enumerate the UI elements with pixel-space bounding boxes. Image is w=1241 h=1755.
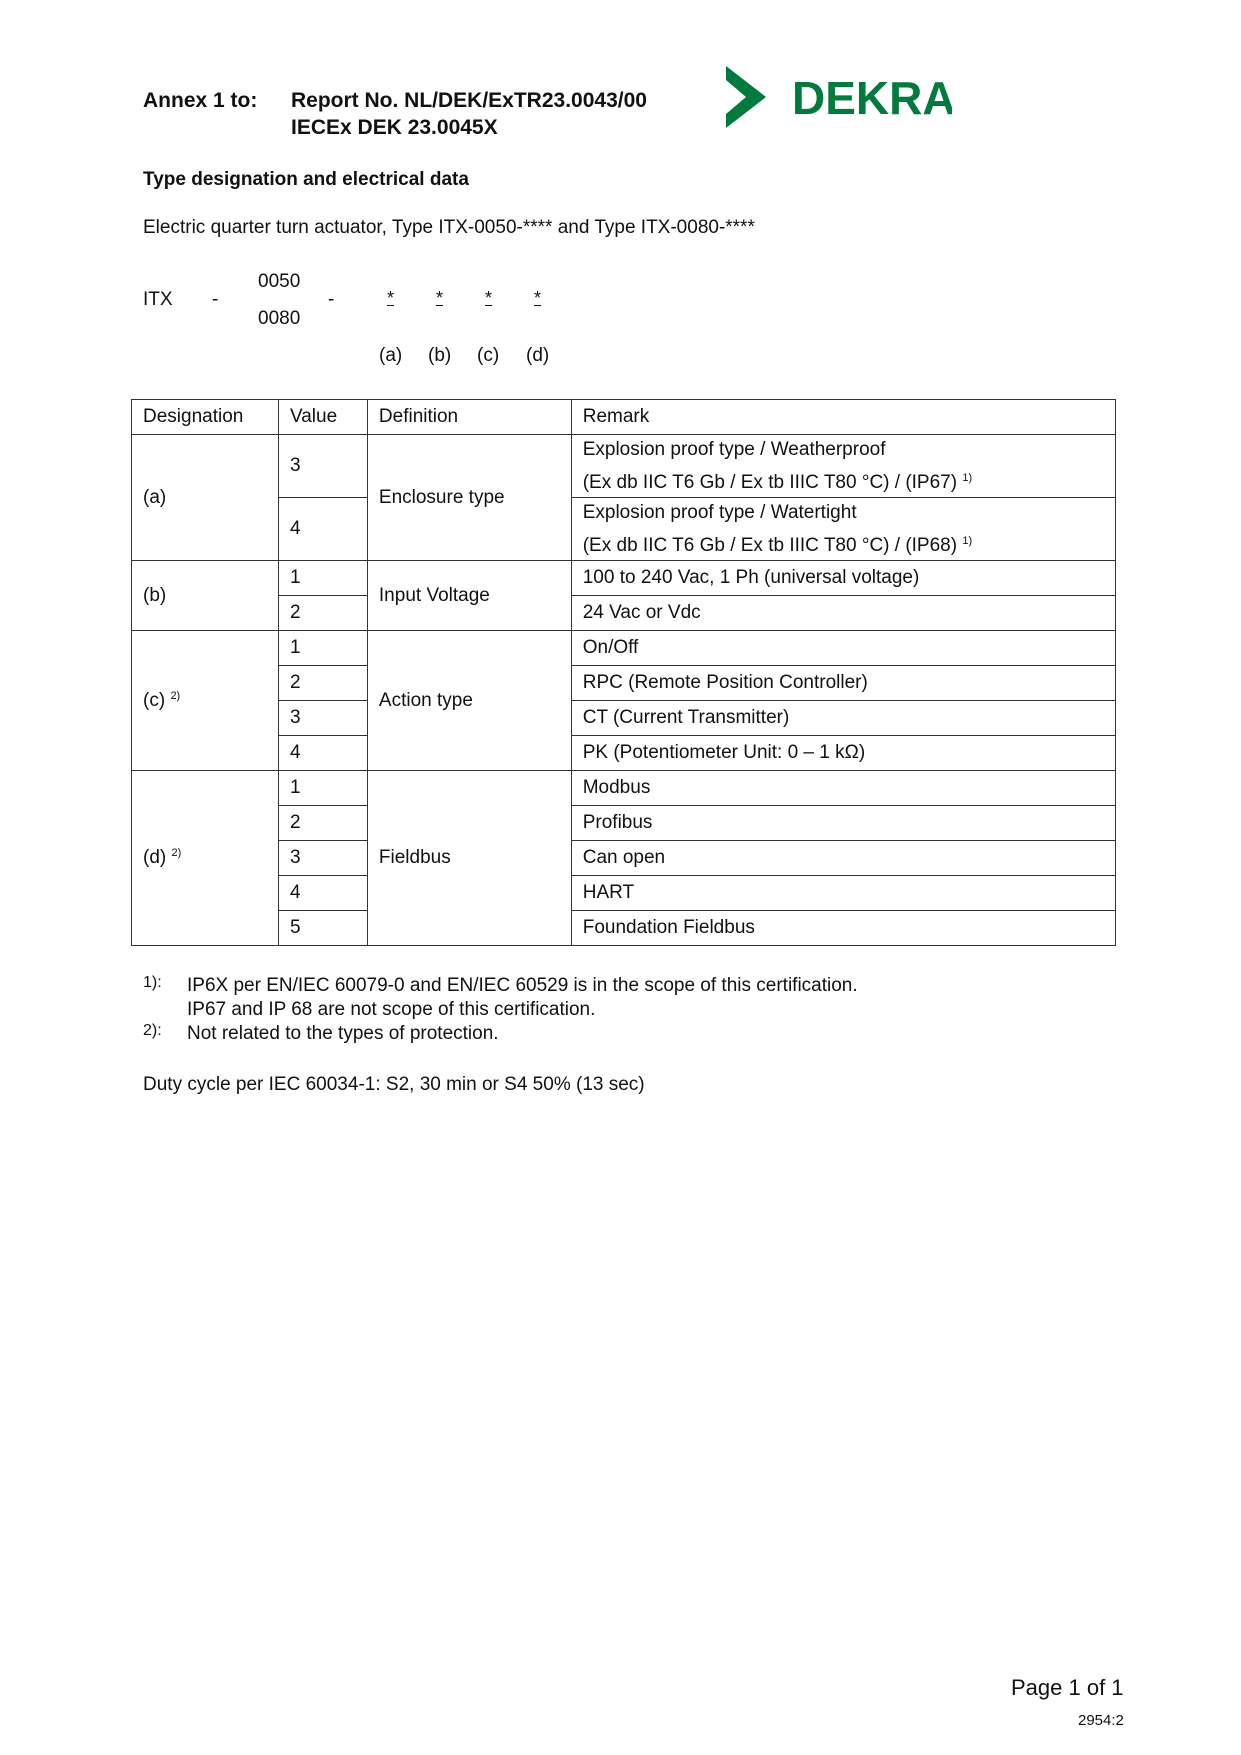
code-star-d: * (534, 288, 542, 308)
document-code: 2954:2 (1078, 1712, 1124, 1729)
code-position-d: (d) (526, 345, 550, 366)
remark-cell: RPC (Remote Position Controller) (571, 666, 1115, 701)
code-star-a: * (387, 288, 395, 308)
table-row (132, 596, 1116, 631)
duty-cycle: Duty cycle per IEC 60034-1: S2, 30 min or S4 50% (13 sec) (143, 1074, 645, 1095)
remark-cell: CT (Current Transmitter) (571, 701, 1115, 736)
designation-table (131, 399, 1116, 946)
code-size-0050: 0050 (258, 271, 301, 292)
header-designation: Designation (132, 400, 279, 435)
code-dash: - (212, 289, 219, 310)
table-row (132, 666, 1116, 701)
footnote-mark-1: 1): (143, 974, 162, 991)
remark-cell: Explosion proof type / Weatherproof (Ex db IIC T6 Gb / Ex tb IIIC T80 °C) / (IP67) $^{1)}$ (571, 435, 1115, 498)
code-position-a: (a) (379, 345, 403, 366)
definition-cell: Fieldbus (367, 771, 571, 946)
value-cell: 2 (278, 666, 367, 701)
table-row (132, 701, 1116, 736)
table-row (132, 435, 1116, 498)
table-row (132, 498, 1116, 561)
remark-cell: Foundation Fieldbus (571, 911, 1115, 946)
table-row (132, 561, 1116, 596)
remark-cell: Profibus (571, 806, 1115, 841)
footnote-2-line-1: Not related to the types of protection. (187, 1023, 499, 1044)
designation-cell: (d) $^{2)}$ (132, 771, 279, 946)
code-position-c: (c) (477, 345, 500, 366)
value-cell: 3 (278, 701, 367, 736)
designation-cell: (a) (132, 435, 279, 561)
remark-cell: Explosion proof type / Watertight (Ex db IIC T6 Gb / Ex tb IIIC T80 °C) / (IP68) $^{1)}$ (571, 498, 1115, 561)
header-remark: Remark (571, 400, 1115, 435)
section-title: Type designation and electrical data (143, 169, 469, 190)
code-dash: - (328, 289, 335, 310)
table-row (132, 911, 1116, 946)
code-size-0080: 0080 (258, 308, 301, 329)
iecex-number: IECEx DEK 23.0045X (291, 116, 498, 139)
remark-cell: Modbus (571, 771, 1115, 806)
code-star-c: * (485, 288, 493, 308)
table-row (132, 631, 1116, 666)
code-prefix: ITX (143, 289, 173, 310)
remark-cell: 24 Vac or Vdc (571, 596, 1115, 631)
remark-cell: PK (Potentiometer Unit: 0 – 1 kΩ) (571, 736, 1115, 771)
remark-cell: HART (571, 876, 1115, 911)
value-cell: 5 (278, 911, 367, 946)
value-cell: 1 (278, 631, 367, 666)
header-value: Value (278, 400, 367, 435)
footnote-1-line-2: IP67 and IP 68 are not scope of this certification. (187, 999, 596, 1020)
table-row (132, 841, 1116, 876)
code-position-b: (b) (428, 345, 452, 366)
value-cell: 4 (278, 876, 367, 911)
footnote-1-line-1: IP6X per EN/IEC 60079-0 and EN/IEC 60529 is in the scope of this certification. (187, 975, 858, 996)
definition-cell: Action type (367, 631, 571, 771)
value-cell: 3 (278, 435, 367, 498)
dekra-logo (722, 62, 952, 137)
footnote-mark-2: 2): (143, 1022, 162, 1039)
remark-cell: Can open (571, 841, 1115, 876)
page-number: Page 1 of 1 (1011, 1675, 1124, 1700)
table-row (132, 806, 1116, 841)
value-cell: 1 (278, 771, 367, 806)
value-cell: 4 (278, 498, 367, 561)
header-definition: Definition (367, 400, 571, 435)
code-star-b: * (436, 288, 444, 308)
value-cell: 2 (278, 806, 367, 841)
definition-cell: Input Voltage (367, 561, 571, 631)
remark-cell: On/Off (571, 631, 1115, 666)
table-row (132, 876, 1116, 911)
value-cell: 1 (278, 561, 367, 596)
table-row (132, 736, 1116, 771)
designation-cell: (b) (132, 561, 279, 631)
intro-text: Electric quarter turn actuator, Type ITX-0050-**** and Type ITX-0080-**** (143, 217, 755, 238)
table-row (132, 771, 1116, 806)
annex-label: Annex 1 to: (143, 89, 258, 112)
value-cell: 2 (278, 596, 367, 631)
definition-cell: Enclosure type (367, 435, 571, 561)
report-number: Report No. NL/DEK/ExTR23.0043/00 (291, 89, 647, 112)
table-header-row (132, 400, 1116, 435)
value-cell: 3 (278, 841, 367, 876)
value-cell: 4 (278, 736, 367, 771)
designation-cell: (c) $^{2)}$ (132, 631, 279, 771)
logo-text: DEKRA (792, 72, 952, 124)
remark-cell: 100 to 240 Vac, 1 Ph (universal voltage) (571, 561, 1115, 596)
